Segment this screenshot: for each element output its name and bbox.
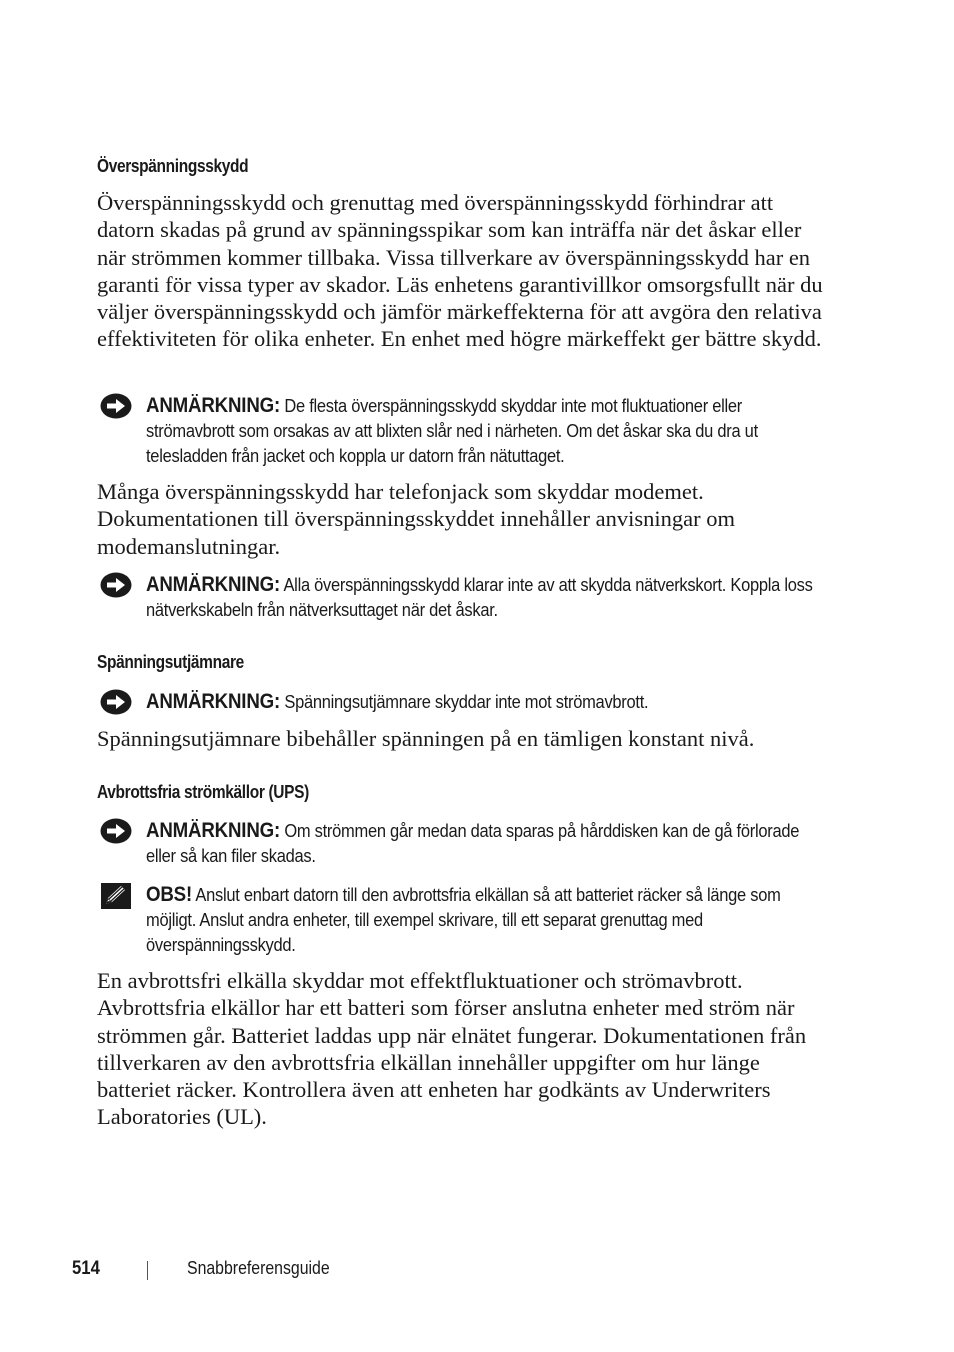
paragraph-overspanningsskydd-intro: Överspänningsskydd och grenuttag med överspänningsskydd förhindrar att datorn skadas på grund av spänningsspikar som kan inträffa när det åskar eller när strömmen kommer tillbaka. Vissa tillverkare av överspänningsskydd har en garanti för vissa typer av skador. Läs enhetens garantivillkor omsorgsfullt när du väljer överspänningsskydd och jämför märkeffekterna för att avgöra den relativa effektiviteten för olika enheter. En enhet med högre märkeffekt ger bättre skydd.: [97, 190, 823, 352]
notice-label: ANMÄRKNING:: [146, 690, 281, 713]
notice-label: ANMÄRKNING:: [146, 394, 281, 417]
notice-text: [146, 393, 831, 468]
notice-arrow-icon: [100, 393, 132, 419]
notice-body: Om strömmen går medan data sparas på hårddisken kan de gå förlorade eller så kan filer skadas.: [146, 820, 800, 866]
note-body: Anslut enbart datorn till den avbrottsfria elkällan så att batteriet räcker så länge som möjligt. Anslut andra enheter, till exempel skrivare, till ett separat grenuttag med överspänningsskydd.: [146, 884, 781, 955]
section-heading-overspanningsskydd: Överspänningsskydd: [97, 156, 249, 176]
footer-title: Snabbreferensguide: [187, 1258, 330, 1278]
pencil-note-icon: [100, 882, 132, 910]
paragraph-spanningsutjamnare: Spänningsutjämnare bibehåller spänningen på en tämligen konstant nivå.: [97, 726, 755, 751]
paragraph-ups: En avbrottsfri elkälla skyddar mot effektfluktuationer och strömavbrott. Avbrottsfria elkällor har ett batteri som förser anslutna enheter med ström när strömmen går. Batteriet laddas upp när elnätet fungerar. Dokumentationen från tillverkaren av den avbrottsfria elkällan innehåller uppgifter om hur länge batteriet räcker. Kontrollera även att enheten har godkänts av Underwriters Laboratories (UL).: [97, 968, 807, 1130]
note-text: [146, 882, 831, 957]
notice-text: [146, 689, 831, 714]
footer-divider: [147, 1261, 148, 1280]
paragraph-modem: Många överspänningsskydd har telefonjack som skyddar modemet. Dokumentationen till överspänningsskyddet innehåller anvisningar om modemanslutningar.: [97, 479, 735, 559]
notice-arrow-icon: [100, 572, 132, 598]
section-heading-ups: Avbrottsfria strömkällor (UPS): [97, 782, 309, 802]
notice-text: [146, 572, 831, 622]
notice-arrow-icon: [100, 818, 132, 844]
notice-label: ANMÄRKNING:: [146, 573, 281, 596]
notice-body: De flesta överspänningsskydd skyddar inte mot fluktuationer eller strömavbrott som orsakas av att blixten slår ned i närheten. Om det åskar ska du dra ut telesladden från jacket och koppla ur datorn från nätuttaget.: [146, 395, 758, 466]
notice-body: Spänningsutjämnare skyddar inte mot strömavbrott.: [284, 691, 649, 712]
notice-label: ANMÄRKNING:: [146, 819, 281, 842]
notice-arrow-icon: [100, 689, 132, 715]
notice-body: Alla överspänningsskydd klarar inte av att skydda nätverkskort. Koppla loss nätverkskabeln från nätverksuttaget när det åskar.: [146, 574, 813, 620]
section-heading-spanningsutjamnare: Spänningsutjämnare: [97, 652, 244, 672]
notice-text: [146, 818, 831, 868]
note-label: OBS!: [146, 883, 193, 906]
page-number: 514: [72, 1258, 100, 1279]
